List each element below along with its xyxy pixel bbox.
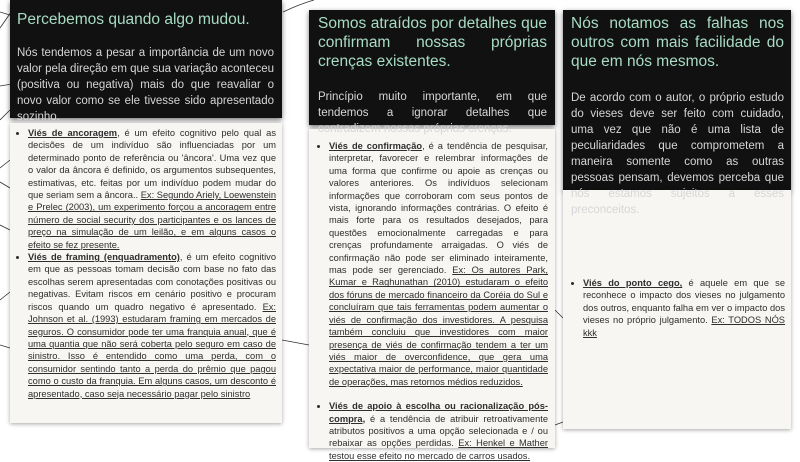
bias-term: Viés de ancoragem	[28, 128, 118, 138]
bias-item-framing	[28, 251, 276, 400]
bias-example: Ex: Henkel e Mather testou esse efeito no mercado de carros usados.	[329, 438, 548, 461]
bias-item-apoio-escolha	[329, 400, 548, 462]
bias-term: Viés do ponto cego,	[583, 278, 683, 288]
panel-description: Princípio muito importante, em que tendemos a ignorar detalhes que contradizem nossas próprias crenças.	[318, 91, 547, 135]
bias-example: Ex: TODOS NÓS kkk	[583, 315, 786, 338]
bias-term: Viés de confirmação	[329, 141, 423, 151]
bias-item-confirmacao	[329, 140, 548, 388]
bias-example: Ex: Segundo Ariely, Loewenstein e Prelec (2003), um experimento forçou a ancoragem entre número de social security dos participantes e os lances de preço na simulação de um leilão, e em alguns casos o efeito se fez presente.	[28, 190, 276, 250]
panel-description: De acordo com o autor, o próprio estudo do vieses deve ser feito com cuidado, uma vez que não é uma lista de peculiaridades que comprometem a maneira somente como as outras pessoas pensam, devemos perceba que nós estamos sujeitos a esses preconceitos.	[571, 92, 784, 216]
panel-description: Nós tendemos a pesar a importância de um novo valor pela direção em que sua variação aconteceu (positiva ou negativa) mais do que reavaliar o novo valor como se ele tivesse sido apresentado sozinho.	[17, 47, 274, 123]
bias-definition: , é um efeito cognitivo pelo qual as decisões de um indivíduo são influenciadas por um determinado ponto de referência ou 'âncora'. Uma vez que o valor da âncora é definido, os argumentos subsequentes, estimativas, etc. feitas por um indivíduo podem mudar do que seriam sem a âncora..	[28, 128, 276, 201]
panel-title: Nós notamos as falhas nos outros com mais facilidade do que em nós mesmos.	[571, 15, 784, 70]
bias-definition: é a tendência de atribuir retroativamente atributos positivos a uma opção selecionada e / ou rebaixar as opções perdidas.	[329, 413, 548, 449]
panel-bias-list	[10, 123, 282, 423]
bias-term: Viés de apoio à escolha ou racionalização pós-compra,	[329, 401, 548, 424]
panel-title: Somos atraídos por detalhes que confirmam nossas próprias crenças existentes.	[318, 15, 547, 70]
bias-item-ponto-cego	[583, 277, 785, 339]
bias-definition: , é um efeito cognitivo em que as pessoas tomam decisão com base no fato das escolhas serem apresentadas com conotações positivas ou negativas. Evitam riscos em cenário positivo e procuram riscos quando um quadro negativo é apresentado.	[28, 252, 277, 312]
panel-header	[309, 10, 555, 135]
panel-header	[563, 10, 791, 216]
bias-example: Ex: Os autores Park, Kumar e Raghunathan (2010) estudaram o efeito dos fóruns de mercado financeiro da Coréia do Sul e concluíram que tais ferramentas podem aumentar o viés de confirmação dos investidores. A pesquisa também concluiu que investidores com maior presença de viés de confirmação tendem a ter um viés maior de overconfidence, que gera uma expectativa maior de performance, maior quantidade de operações, mas retornos médios reduzidos.	[329, 265, 548, 387]
panel-title: Percebemos quando algo mudou.	[17, 11, 250, 28]
panel-confirming-details	[309, 10, 555, 461]
panel-header	[10, 0, 282, 123]
panel-bias-list	[563, 190, 791, 429]
bias-term: Viés de framing (enquadramento)	[28, 252, 180, 263]
bias-definition: é aquele em que se reconhece o impacto dos vieses no julgamento dos outros, enquanto falha em ver o impacto dos vieses no próprio julgamento.	[583, 278, 785, 326]
panel-change-perception	[10, 0, 282, 423]
panel-flaws-in-others	[563, 10, 791, 429]
bias-item-ancoragem	[28, 127, 276, 251]
panel-bias-list	[309, 129, 555, 461]
bias-example: Ex: Johnson et al. (1993) estudaram framing em mercados de seguros. O consumidor pode ter uma franquia anual, que é uma quantia que não será coberta pelo seguro em caso de sinistro. Isso é entendido como uma perda, com o consumidor sentindo tanto a perda do prêmio que pagou como o custo da franquia. Em alguns casos, um desconto é apresentado, caso seja necessário pagar pelo sinistro	[28, 301, 276, 399]
bias-definition: , é a tendência de pesquisar, interpretar, favorecer e relembrar informações de uma forma que confirme ou apoie as crenças ou valores anteriores. Os indivíduos selecionam informações que corroboram com seus pontos de vista, ignorando informações contrárias. O efeito é mais forte para os resultados desejados, para questões emocionalmente carregadas e para crenças profundamente arraigadas. O viés de confirmação não pode ser eliminado inteiramente, mas pode ser gerenciado.	[329, 141, 548, 276]
